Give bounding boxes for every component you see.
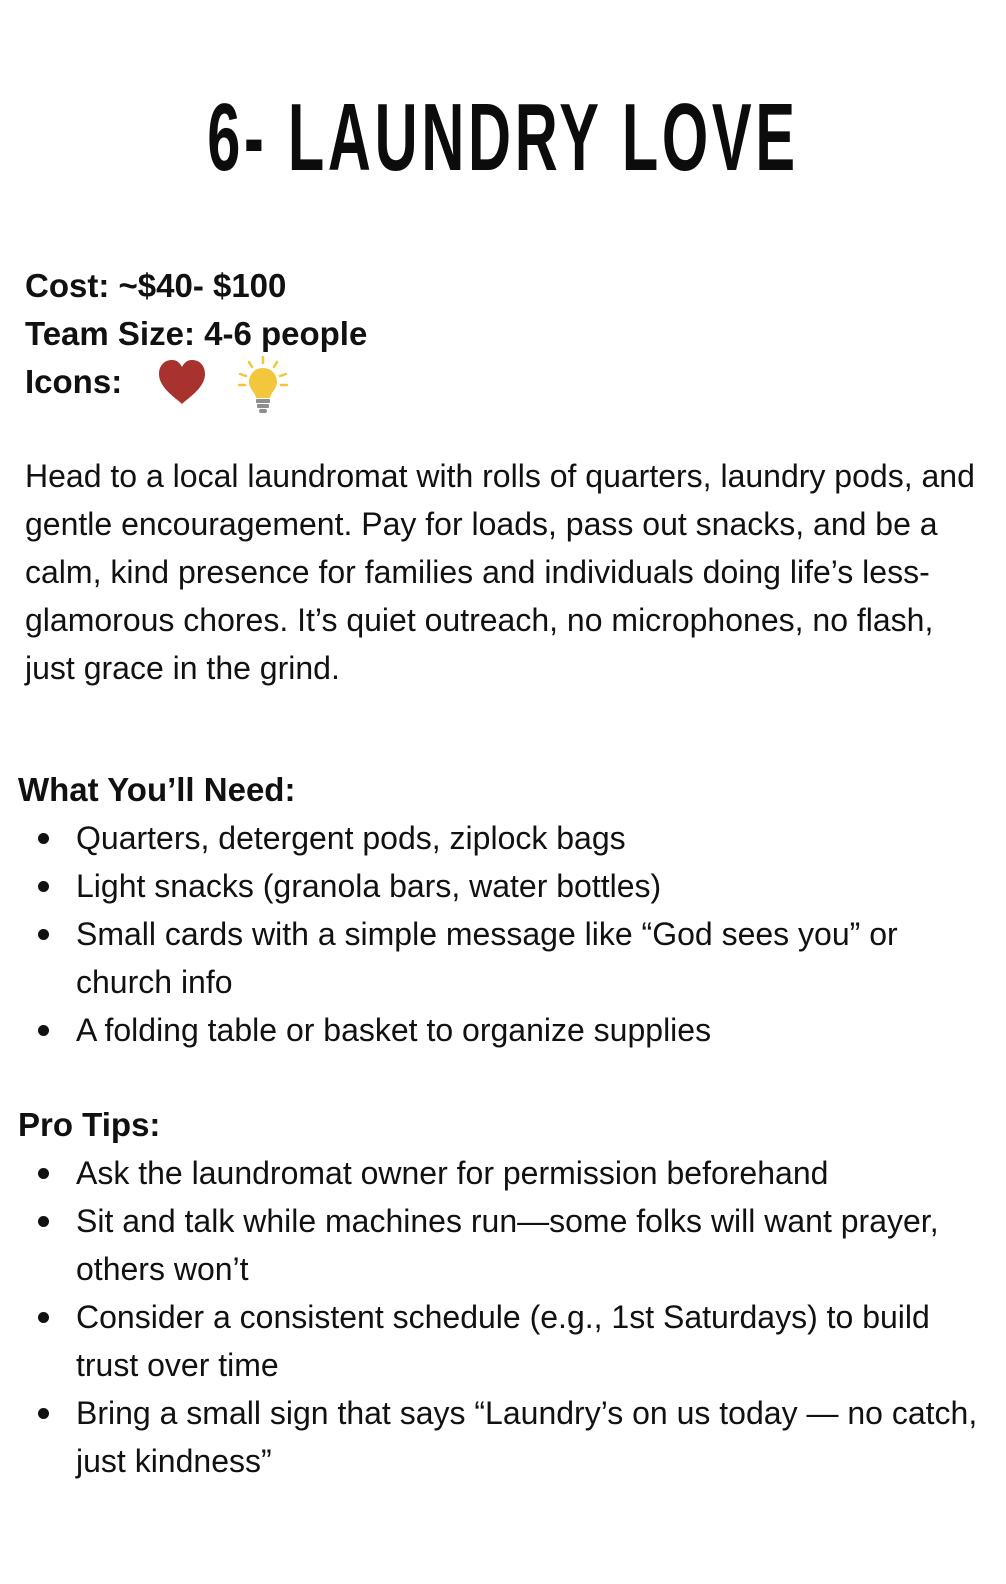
list-item <box>18 862 988 910</box>
list-item-text: Bring a small sign that says “Laundry’s on us today — no catch, just kindness” <box>76 1395 978 1479</box>
icons-label: Icons: <box>25 363 123 400</box>
tips-list <box>18 1149 988 1485</box>
list-item <box>18 1293 988 1389</box>
lightbulb-icon <box>234 355 292 417</box>
bullet-icon <box>38 833 49 844</box>
team-size-line: Team Size: 4-6 people <box>25 315 368 352</box>
bullet-icon <box>38 1216 49 1227</box>
activity-meta <box>25 262 367 406</box>
tips-heading: Pro Tips: <box>18 1106 161 1143</box>
bullet-icon <box>38 1168 49 1179</box>
heart-icon <box>156 358 208 406</box>
list-item <box>18 1197 988 1293</box>
list-item <box>18 1006 988 1054</box>
page-title: 6- LAUNDRY LOVE <box>207 84 799 191</box>
bullet-icon <box>38 881 49 892</box>
needs-list <box>18 814 988 1054</box>
needs-heading: What You’ll Need: <box>18 771 296 808</box>
activity-description: Head to a local laundromat with rolls of quarters, laundry pods, and gentle encouragement. Pay for loads, pass out snacks, and be a calm, kind presence for families and individuals doing life’s less-glamorous chores. It’s quiet outreach, no microphones, no flash, just grace in the grind. <box>25 458 975 686</box>
tips-section <box>18 1101 988 1485</box>
list-item-text: Ask the laundromat owner for permission beforehand <box>76 1155 829 1191</box>
bullet-icon <box>38 1408 49 1419</box>
bullet-icon <box>38 1025 49 1036</box>
cost-line: Cost: ~$40- $100 <box>25 267 287 304</box>
list-item <box>18 1149 988 1197</box>
list-item-text: Quarters, detergent pods, ziplock bags <box>76 820 626 856</box>
needs-section <box>18 766 988 1054</box>
list-item <box>18 814 988 862</box>
list-item <box>18 1389 988 1485</box>
list-item-text: Small cards with a simple message like “God sees you” or church info <box>76 916 898 1000</box>
list-item-text: Consider a consistent schedule (e.g., 1st Saturdays) to build trust over time <box>76 1299 930 1383</box>
list-item-text: Light snacks (granola bars, water bottles) <box>76 868 662 904</box>
list-item-text: Sit and talk while machines run—some folks will want prayer, others won’t <box>76 1203 939 1287</box>
list-item-text: A folding table or basket to organize supplies <box>76 1012 712 1048</box>
list-item <box>18 910 988 1006</box>
bullet-icon <box>38 1312 49 1323</box>
icons-line <box>25 358 367 406</box>
bullet-icon <box>38 929 49 940</box>
